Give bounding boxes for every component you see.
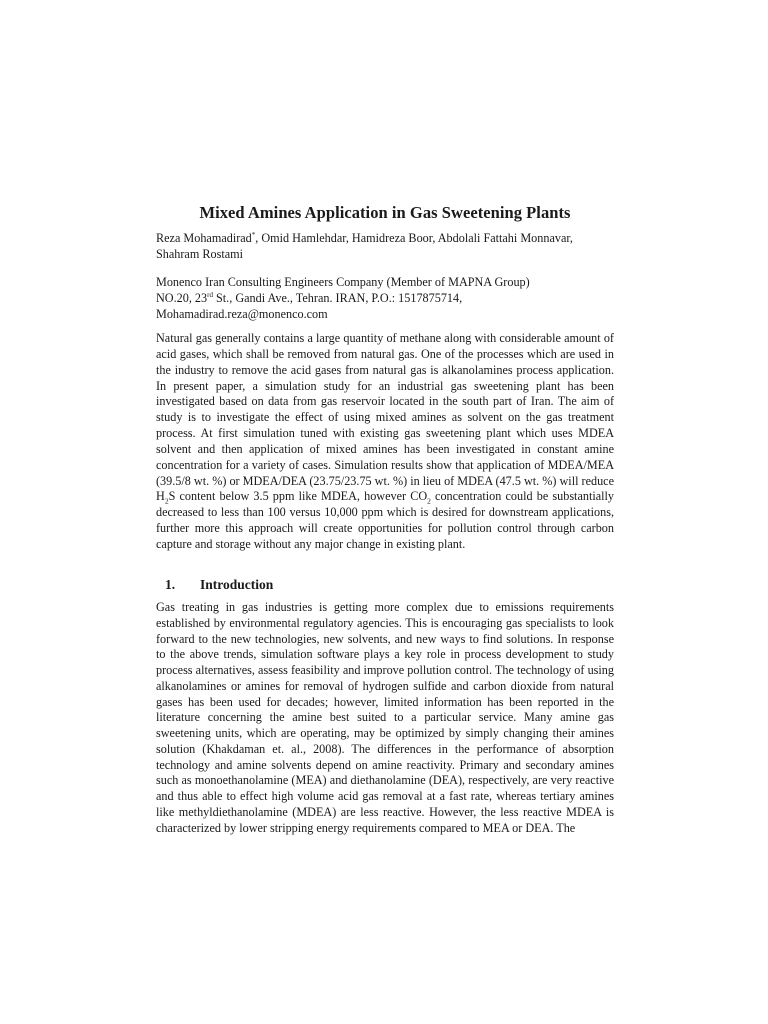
address-part-2: St., Gandi Ave., Tehran. IRAN, P.O.: 1517875714, — [212, 291, 463, 305]
abstract-paragraph — [156, 331, 614, 553]
h2s-subscript: 2 — [164, 496, 169, 506]
introduction-paragraph: Gas treating in gas industries is getting more complex due to emissions requirements established by environmental regulatory agencies. This is encouraging gas specialists to look forward to the new technologies, new solvents, and new ways to find solutions. In response to the above trends, simulation software plays a key role in process development to study process alternatives, assess feasibility and improve pollution control. The technology of using alkanolamines or amines for removal of hydrogen sulfide and carbon dioxide from natural gases has been used for decades; however, limited information has been reported in the literature concerning the amine best suited to a particular service. Many amine gas sweetening units, which are operating, may be optimized by simply changing their amines solution (Khakdaman et. al., 2008). The differences in the performance of absorption technology and amine solvents depend on amine reactivity. Primary and secondary amines such as monoethanolamine (MEA) and diethanolamine (DEA), respectively, are very reactive and thus able to effect high volume acid gas removal at a fast rate, whereas tertiary amines like methyldiethanolamine (MDEA) are less reactive. However, the less reactive MDEA is characterized by lower stripping energy requirements compared to MEA or DEA. The — [156, 600, 614, 835]
author-line-1 — [156, 230, 614, 246]
affiliation-address — [156, 290, 614, 306]
corresponding-author: Reza Mohamadirad — [156, 231, 252, 245]
section-heading-introduction — [165, 577, 273, 593]
affiliation-organization: Monenco Iran Consulting Engineers Company (Member of MAPNA Group) — [156, 275, 530, 289]
abstract-text-3: concentration could be substantially decreased to less than 100 versus 10,000 ppm which is desired for downstream applications, further more this approach will create opportunities for pollution control through carbon capture and storage without any major change in existing plant. — [156, 489, 614, 551]
address-part-1: NO.20, 23 — [156, 291, 208, 305]
affiliation-email: Mohamadirad.reza@monenco.com — [156, 307, 328, 321]
co2-subscript: 2 — [427, 496, 431, 506]
author-line-2: Shahram Rostami — [156, 247, 243, 261]
corresponding-author-marker: * — [251, 230, 256, 239]
abstract-text-1: Natural gas generally contains a large quantity of methane along with considerable amount of acid gases, which shall be removed from natural gas. One of the processes which are used in the industry to remove the acid gases from natural gas is alkanolamines process application. In present paper, a simulation study for an industrial gas sweetening plant has been investigated based on data from gas reservoir located in the south part of Iran. The aim of study is to investigate the effect of using mixed amines as solvent on the gas treatment process. At first simulation tuned with existing gas sweetening plant which uses MDEA solvent and then application of mixed amines has been investigated in constant amine concentration for a variety of cases. Simulation results show that application of MDEA/MEA (39.5/8 wt. %) or MDEA/DEA (23.75/23.75 wt. %) in lieu of MDEA (47.5 wt. %) will reduce H — [156, 331, 614, 504]
affiliation-block — [156, 274, 614, 322]
author-list — [156, 230, 614, 262]
co-authors: , Omid Hamlehdar, Hamidreza Boor, Abdolali Fattahi Monnavar, — [255, 231, 573, 245]
section-title: Introduction — [200, 577, 274, 592]
address-ordinal: rd — [207, 290, 213, 299]
abstract-text-2: S content below 3.5 ppm like MDEA, however CO — [168, 489, 428, 504]
section-number: 1. — [165, 577, 176, 592]
paper-title: Mixed Amines Application in Gas Sweetening Plants — [199, 203, 571, 222]
